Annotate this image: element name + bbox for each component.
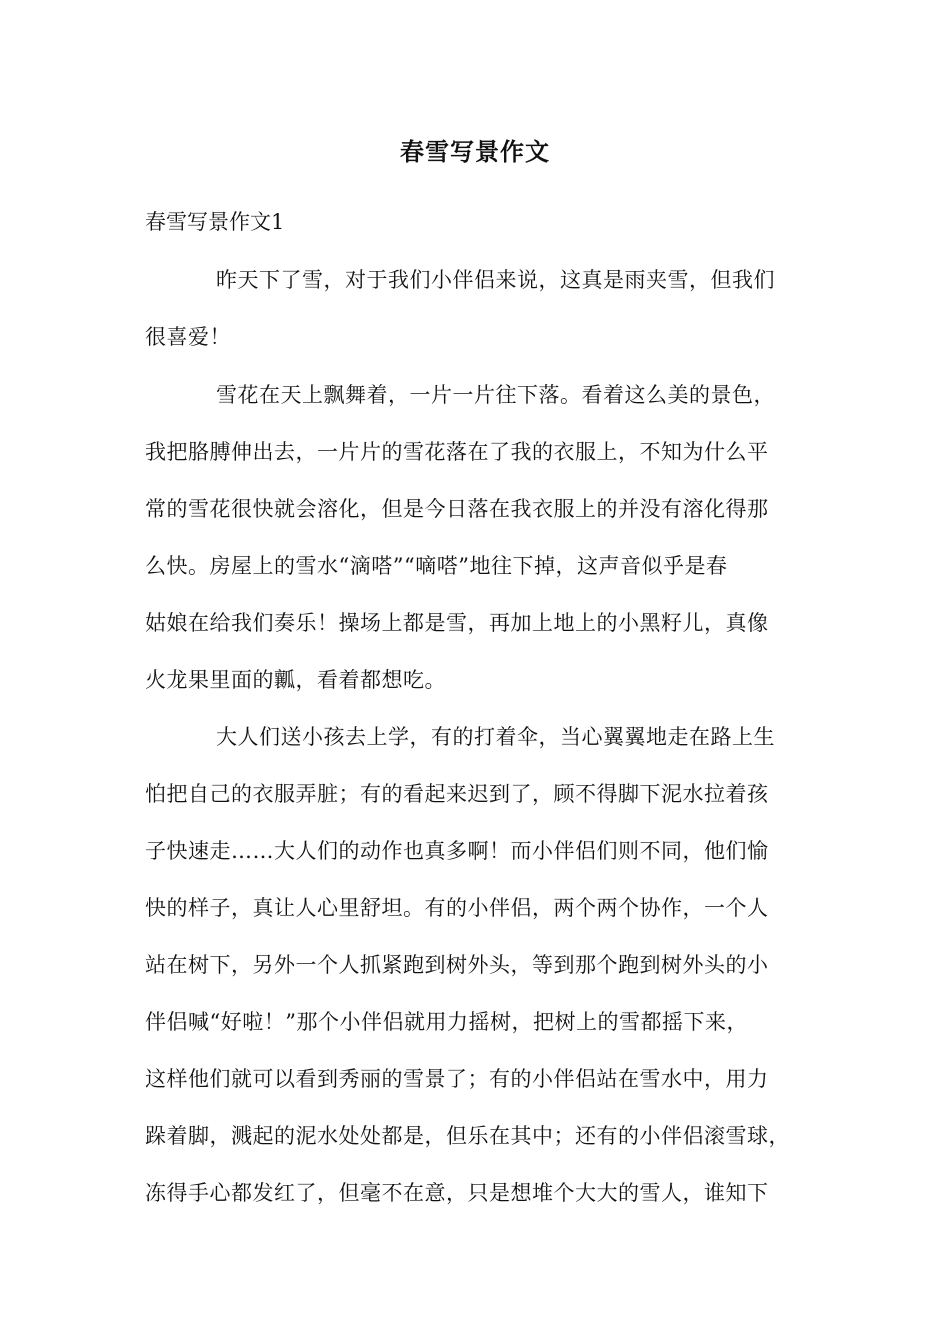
paragraph-line: 很喜爱！	[145, 325, 231, 349]
paragraph-line: 跺着脚，溅起的泥水处处都是，但乐在其中；还有的小伴侣滚雪球，	[145, 1124, 790, 1148]
paragraph-line: 姑娘在给我们奏乐！操场上都是雪，再加上地上的小黑籽儿，真像	[145, 611, 769, 635]
paragraph-line: 雪花在天上飘舞着，一片一片往下落。看着这么美的景色，	[216, 383, 775, 407]
paragraph-line: 么快。房屋上的雪水“滴嗒”“嘀嗒”地往下掉，这声音似乎是春	[145, 554, 728, 578]
paragraph-line: 子快速走……大人们的动作也真多啊！而小伴侣们则不同，他们愉	[145, 839, 769, 863]
paragraph-line: 快的样子，真让人心里舒坦。有的小伴侣，两个两个协作，一个人	[145, 896, 769, 920]
paragraph-line: 昨天下了雪，对于我们小伴侣来说，这真是雨夹雪，但我们	[216, 268, 775, 292]
paragraph-line: 怕把自己的衣服弄脏；有的看起来迟到了，顾不得脚下泥水拉着孩	[145, 782, 769, 806]
paragraph-line: 大人们送小孩去上学，有的打着伞，当心翼翼地走在路上生	[216, 725, 775, 749]
section-heading: 春雪写景作文1	[145, 210, 285, 234]
document-title: 春雪写景作文	[400, 137, 550, 166]
paragraph-line: 伴侣喊“好啦！”那个小伴侣就用力摇树，把树上的雪都摇下来，	[145, 1010, 748, 1034]
paragraph-line: 冻得手心都发红了，但毫不在意，只是想堆个大大的雪人，谁知下	[145, 1181, 769, 1205]
paragraph-line: 常的雪花很快就会溶化，但是今日落在我衣服上的并没有溶化得那	[145, 497, 769, 521]
paragraph-line: 我把胳膊伸出去，一片片的雪花落在了我的衣服上，不知为什么平	[145, 440, 769, 464]
paragraph-line: 这样他们就可以看到秀丽的雪景了；有的小伴侣站在雪水中，用力	[145, 1067, 769, 1091]
paragraph-line: 火龙果里面的瓤，看着都想吃。	[145, 668, 446, 692]
paragraph-line: 站在树下，另外一个人抓紧跑到树外头，等到那个跑到树外头的小	[145, 953, 769, 977]
